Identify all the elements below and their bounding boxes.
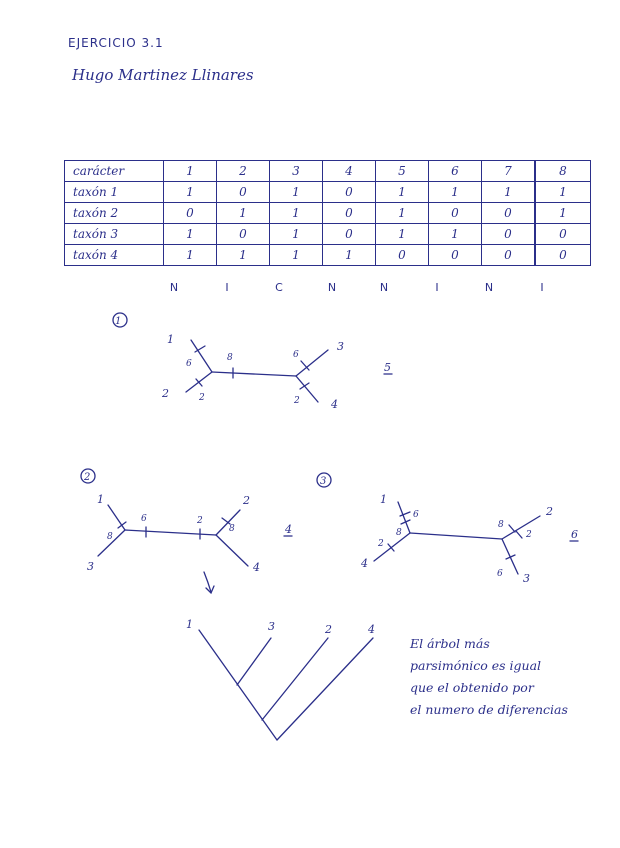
tree-branch	[108, 505, 125, 530]
conclusion-line: parsimónico es igual	[410, 658, 542, 673]
change-label: 8	[227, 353, 233, 363]
leaf-label: 4	[368, 623, 375, 636]
change-label: 6	[141, 514, 147, 524]
leaf-label: 3	[87, 560, 94, 573]
table-column-header: 2	[217, 161, 270, 182]
character-class-label: N	[327, 281, 337, 294]
change-label: 8	[396, 528, 402, 538]
table-cell: 1	[429, 224, 482, 245]
table-cell: 0	[217, 182, 270, 203]
table-column-header: 1	[164, 161, 217, 182]
tree-branch	[296, 350, 328, 376]
leaf-label: 1	[167, 333, 174, 346]
leaf-label: 1	[186, 618, 193, 631]
table-cell: 1	[535, 203, 591, 224]
leaf-label: 2	[243, 494, 250, 507]
change-label: 8	[229, 524, 235, 534]
taxon-label: taxón 3	[65, 224, 164, 245]
table-cell: 1	[164, 182, 217, 203]
table-column-header: 6	[429, 161, 482, 182]
tree-3	[317, 473, 578, 574]
table-cell: 1	[323, 245, 376, 266]
table-cell: 0	[323, 224, 376, 245]
table-corner-label: carácter	[65, 161, 164, 182]
tree-branch	[502, 516, 540, 539]
tree-length: 4	[285, 523, 292, 536]
table-cell: 1	[429, 182, 482, 203]
change-mark	[516, 531, 522, 538]
leaf-label: 4	[361, 557, 368, 570]
table-column-header: 7	[482, 161, 536, 182]
table-cell: 0	[217, 224, 270, 245]
leaf-label: 4	[253, 561, 260, 574]
change-label: 2	[526, 530, 532, 540]
change-label: 2	[199, 393, 205, 403]
table-cell: 0	[376, 245, 429, 266]
leaf-label: 2	[162, 387, 169, 400]
leaf-label: 2	[325, 623, 332, 636]
leaf-label: 2	[546, 505, 553, 518]
table-cell: 1	[217, 245, 270, 266]
table-cell: 0	[482, 203, 536, 224]
table-cell: 1	[270, 182, 323, 203]
cladogram-branch	[262, 638, 328, 720]
table-cell: 1	[217, 203, 270, 224]
tree-length: 5	[384, 361, 391, 374]
taxon-label: taxón 4	[65, 245, 164, 266]
character-class-label: I	[225, 281, 229, 294]
arrow-down-icon	[204, 572, 214, 593]
character-class-label: I	[435, 281, 439, 294]
tree-branch	[216, 535, 248, 566]
character-class-label: N	[169, 281, 179, 294]
table-cell: 0	[429, 245, 482, 266]
cladogram-branch	[237, 638, 271, 685]
exercise-title: EJERCICIO 3.1	[68, 36, 164, 50]
cladogram	[199, 630, 373, 740]
change-mark	[118, 522, 126, 528]
leaf-label: 1	[97, 493, 104, 506]
table-column-header: 5	[376, 161, 429, 182]
change-label: 6	[413, 510, 419, 520]
table-cell: 1	[376, 182, 429, 203]
character-class-label: C	[275, 281, 283, 294]
tree-branch	[212, 372, 296, 376]
leaf-label: 1	[380, 493, 387, 506]
character-class-label: N	[379, 281, 389, 294]
conclusion-line: El árbol más	[410, 636, 490, 651]
tree-number: 2	[84, 472, 91, 483]
change-label: 2	[378, 539, 384, 549]
change-label: 8	[107, 532, 113, 542]
character-class-label: N	[484, 281, 494, 294]
conclusion-line: que el obtenido por	[410, 680, 534, 695]
table-cell: 0	[482, 245, 536, 266]
tree-number: 1	[115, 316, 122, 327]
change-label: 2	[197, 516, 203, 526]
change-mark	[509, 525, 515, 532]
table-cell: 1	[376, 224, 429, 245]
tree-branch	[410, 533, 502, 539]
table-cell: 0	[429, 203, 482, 224]
table-cell: 1	[270, 245, 323, 266]
table-cell: 1	[270, 203, 323, 224]
change-label: 6	[186, 359, 192, 369]
tree-number: 3	[320, 476, 327, 487]
tree-branch	[125, 530, 216, 535]
conclusion-line: el numero de diferencias	[410, 702, 568, 717]
table-cell: 1	[270, 224, 323, 245]
tree-branch	[191, 340, 212, 372]
table-column-header: 8	[535, 161, 591, 182]
table-cell: 0	[323, 182, 376, 203]
leaf-label: 3	[268, 620, 275, 633]
table-column-header: 3	[270, 161, 323, 182]
leaf-label: 4	[331, 398, 338, 411]
cladogram-branch	[277, 638, 373, 740]
change-mark	[300, 383, 309, 389]
table-cell: 1	[535, 182, 591, 203]
table-cell: 1	[482, 182, 536, 203]
student-name: Hugo Martinez Llinares	[72, 66, 254, 84]
tree-2	[81, 469, 292, 566]
table-cell: 1	[376, 203, 429, 224]
leaf-label: 3	[337, 340, 344, 353]
table-cell: 0	[482, 224, 536, 245]
tree-length: 6	[571, 528, 578, 541]
table-cell: 0	[535, 245, 591, 266]
taxon-label: taxón 2	[65, 203, 164, 224]
change-label: 8	[498, 520, 504, 530]
table-cell: 0	[164, 203, 217, 224]
leaf-label: 3	[523, 572, 530, 585]
change-label: 6	[293, 350, 299, 360]
table-cell: 0	[323, 203, 376, 224]
table-cell: 1	[164, 224, 217, 245]
change-label: 6	[497, 569, 503, 579]
tree-1	[113, 313, 392, 402]
change-label: 2	[294, 396, 300, 406]
tree-branch	[502, 539, 518, 574]
taxon-label: taxón 1	[65, 182, 164, 203]
character-class-label: I	[540, 281, 544, 294]
table-cell: 0	[535, 224, 591, 245]
table-cell: 1	[164, 245, 217, 266]
table-column-header: 4	[323, 161, 376, 182]
